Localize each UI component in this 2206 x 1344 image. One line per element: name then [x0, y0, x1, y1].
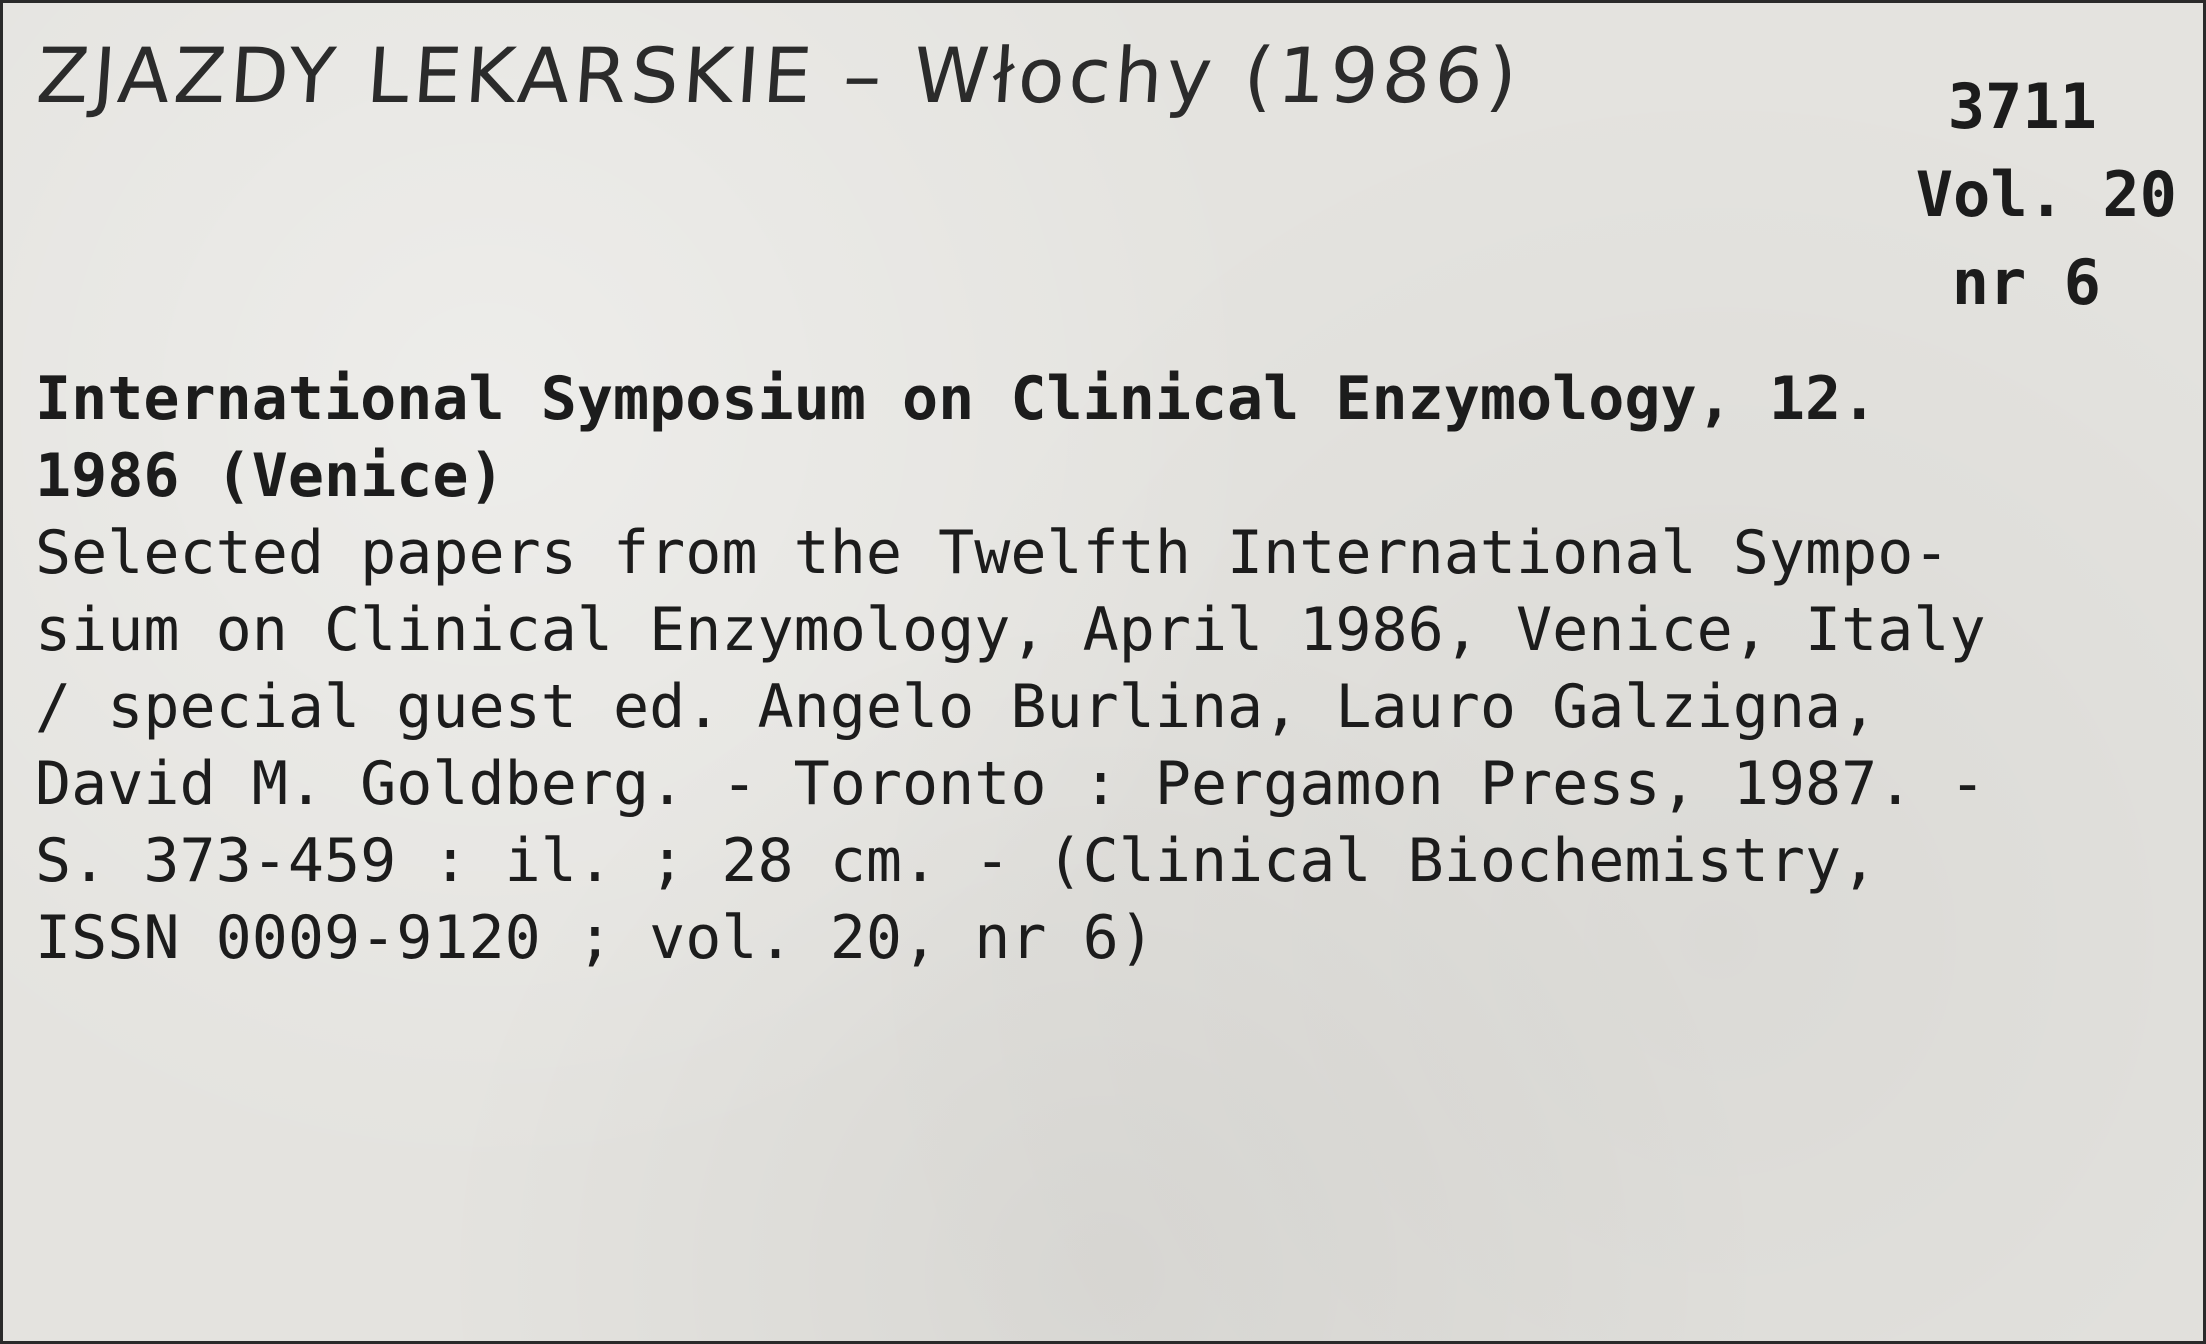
description-line: S. 373-459 : il. ; 28 cm. - (Clinical Biochemistry,: [35, 826, 1878, 896]
description-line: / special guest ed. Angelo Burlina, Lauro Galzigna,: [35, 672, 1878, 742]
main-heading-line: 1986 (Venice): [35, 441, 505, 511]
call-number: [1916, 63, 2177, 327]
bibliographic-entry: [35, 361, 2155, 977]
call-number-issue: nr 6: [1951, 246, 2101, 319]
description-line: Selected papers from the Twelfth International Sympo-: [35, 518, 1950, 588]
description-line: sium on Clinical Enzymology, April 1986, Venice, Italy: [35, 595, 1986, 665]
description-line: David M. Goldberg. - Toronto : Pergamon Press, 1987. -: [35, 749, 1986, 819]
handwritten-subject-heading: ZJAZDY LEKARSKIE – Włochy (1986): [33, 31, 1524, 120]
call-number-id: 3711: [1947, 70, 2097, 143]
main-heading-line: International Symposium on Clinical Enzymology, 12.: [35, 364, 1878, 434]
description-line: ISSN 0009-9120 ; vol. 20, nr 6): [35, 903, 1155, 973]
call-number-volume: Vol. 20: [1915, 158, 2177, 231]
